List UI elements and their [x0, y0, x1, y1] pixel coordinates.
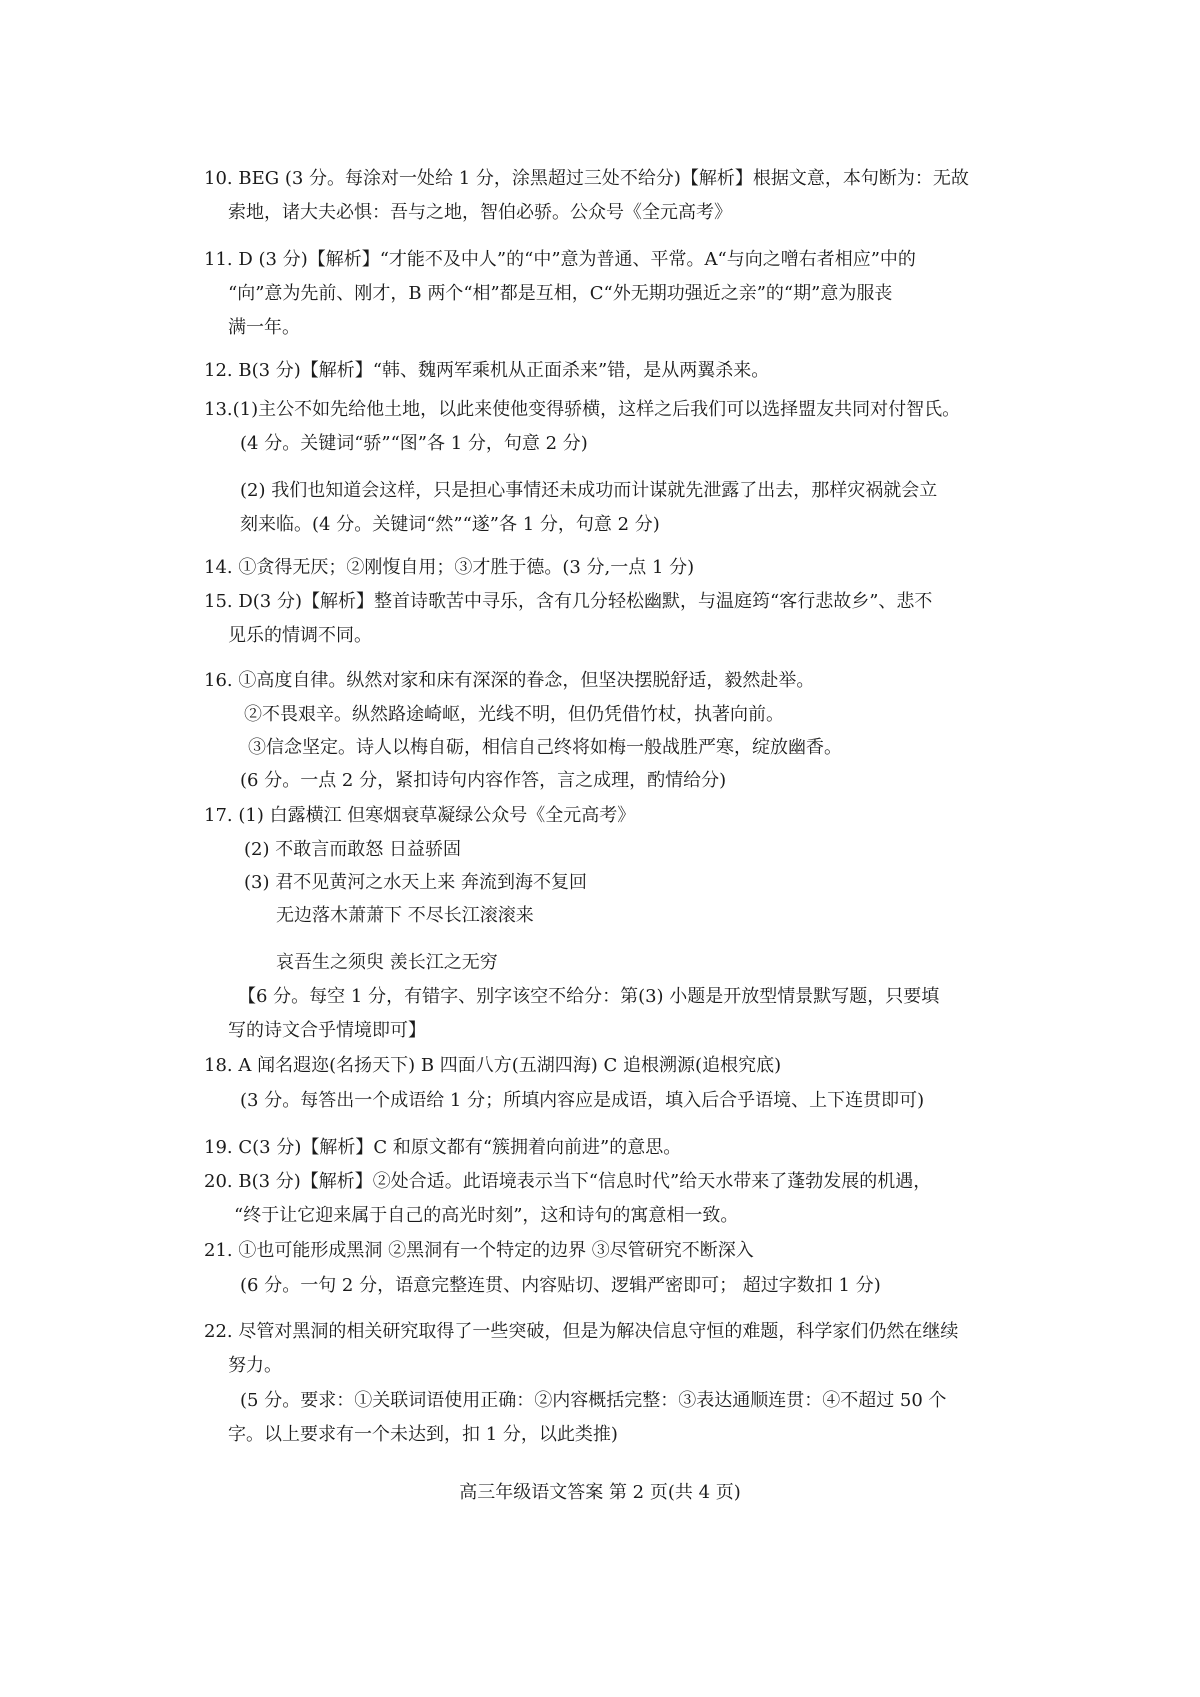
q13-line-4: 刻来临。(4 分。关键词“然”“遂”各 1 分，句意 2 分)	[240, 514, 660, 535]
q20-line-2: “终于让它迎来属于自己的高光时刻”，这和诗句的寓意相一致。	[234, 1205, 739, 1226]
q22-line-2: 努力。	[228, 1355, 282, 1376]
q22-line-1: 22. 尽管对黑洞的相关研究取得了一些突破，但是为解决信息守恒的难题，科学家们仍然在继续	[204, 1321, 959, 1342]
q16-line-1: 16. ①高度自律。纵然对家和床有深深的眷念，但坚决摆脱舒适，毅然赴举。	[204, 670, 815, 691]
q21-line-1: 21. ①也可能形成黑洞 ②黑洞有一个特定的边界 ③尽管研究不断深入	[204, 1240, 754, 1261]
q16-line-2: ②不畏艰辛。纵然路途崎岖，光线不明，但仍凭借竹杖，执著向前。	[244, 704, 784, 725]
q15-line-2: 见乐的情调不同。	[228, 625, 372, 646]
q22-line-4: 字。以上要求有一个未达到，扣 1 分，以此类推)	[228, 1424, 618, 1445]
page-footer: 高三年级语文答案 第 2 页(共 4 页)	[459, 1482, 741, 1503]
q16-line-3: ③信念坚定。诗人以梅自砺，相信自己终将如梅一般战胜严寒，绽放幽香。	[248, 737, 842, 758]
q14-line-1: 14. ①贪得无厌；②刚愎自用；③才胜于德。(3 分,一点 1 分)	[204, 557, 695, 578]
q20-line-1: 20. B(3 分)【解析】②处合适。此语境表示当下“信息时代”给天水带来了蓬勃发展的机遇，	[204, 1171, 932, 1192]
q21-line-2: (6 分。一句 2 分，语意完整连贯、内容贴切、逻辑严密即可； 超过字数扣 1 分)	[240, 1275, 881, 1296]
q13-line-1: 13.(1)主公不如先给他土地，以此来使他变得骄横，这样之后我们可以选择盟友共同对付智氏。	[204, 399, 961, 420]
q15-line-1: 15. D(3 分)【解析】整首诗歌苦中寻乐，含有几分轻松幽默，与温庭筠“客行悲故乡”、悲不	[204, 591, 933, 612]
q17-line-3: (3) 君不见黄河之水天上来 奔流到海不复回	[244, 872, 587, 893]
q10-line-2: 索地，诸大夫必惧：吾与之地，智伯必骄。公众号《全元高考》	[228, 202, 732, 223]
q11-line-3: 满一年。	[228, 317, 300, 338]
q10-line-1: 10. BEG (3 分。每涂对一处给 1 分，涂黑超过三处不给分)【解析】根据文意，本句断为：无故	[204, 168, 969, 189]
q17-line-2: (2) 不敢言而敢怒 日益骄固	[244, 839, 461, 860]
q16-line-4: (6 分。一点 2 分，紧扣诗句内容作答，言之成理，酌情给分)	[240, 770, 727, 791]
q17-line-1: 17. (1) 白露横江 但寒烟衰草凝绿公众号《全元高考》	[204, 805, 636, 826]
q17-line-4: 无边落木萧萧下 不尽长江滚滚来	[276, 905, 534, 926]
q13-line-3: (2) 我们也知道会这样，只是担心事情还未成功而计谋就先泄露了出去，那样灾祸就会立	[240, 480, 938, 501]
q19-line-1: 19. C(3 分)【解析】C 和原文都有“簇拥着向前进”的意思。	[204, 1137, 682, 1158]
q17-line-5: 哀吾生之须臾 羡长江之无穷	[276, 952, 498, 973]
q11-line-1: 11. D (3 分)【解析】“才能不及中人”的“中”意为普通、平常。A“与向之噌右者相应”中的	[204, 249, 916, 270]
q18-line-1: 18. A 闻名遐迩(名扬天下) B 四面八方(五湖四海) C 追根溯源(追根究底)	[204, 1055, 782, 1076]
q13-line-2: (4 分。关键词“骄”“图”各 1 分，句意 2 分)	[240, 433, 588, 454]
q18-line-2: (3 分。每答出一个成语给 1 分；所填内容应是成语，填入后合乎语境、上下连贯即可)	[240, 1090, 925, 1111]
q17-line-7: 写的诗文合乎情境即可】	[228, 1020, 426, 1041]
q17-line-6: 【6 分。每空 1 分，有错字、别字该空不给分：第(3) 小题是开放型情景默写题，只要填	[238, 986, 940, 1007]
q12-line-1: 12. B(3 分)【解析】“韩、魏两军乘机从正面杀来”错，是从两翼杀来。	[204, 360, 770, 381]
q11-line-2: “向”意为先前、刚才，B 两个“相”都是互相，C“外无期功强近之亲”的“期”意为服丧	[228, 283, 893, 304]
q22-line-3: (5 分。要求：①关联词语使用正确：②内容概括完整：③表达通顺连贯：④不超过 50 个	[240, 1390, 947, 1411]
